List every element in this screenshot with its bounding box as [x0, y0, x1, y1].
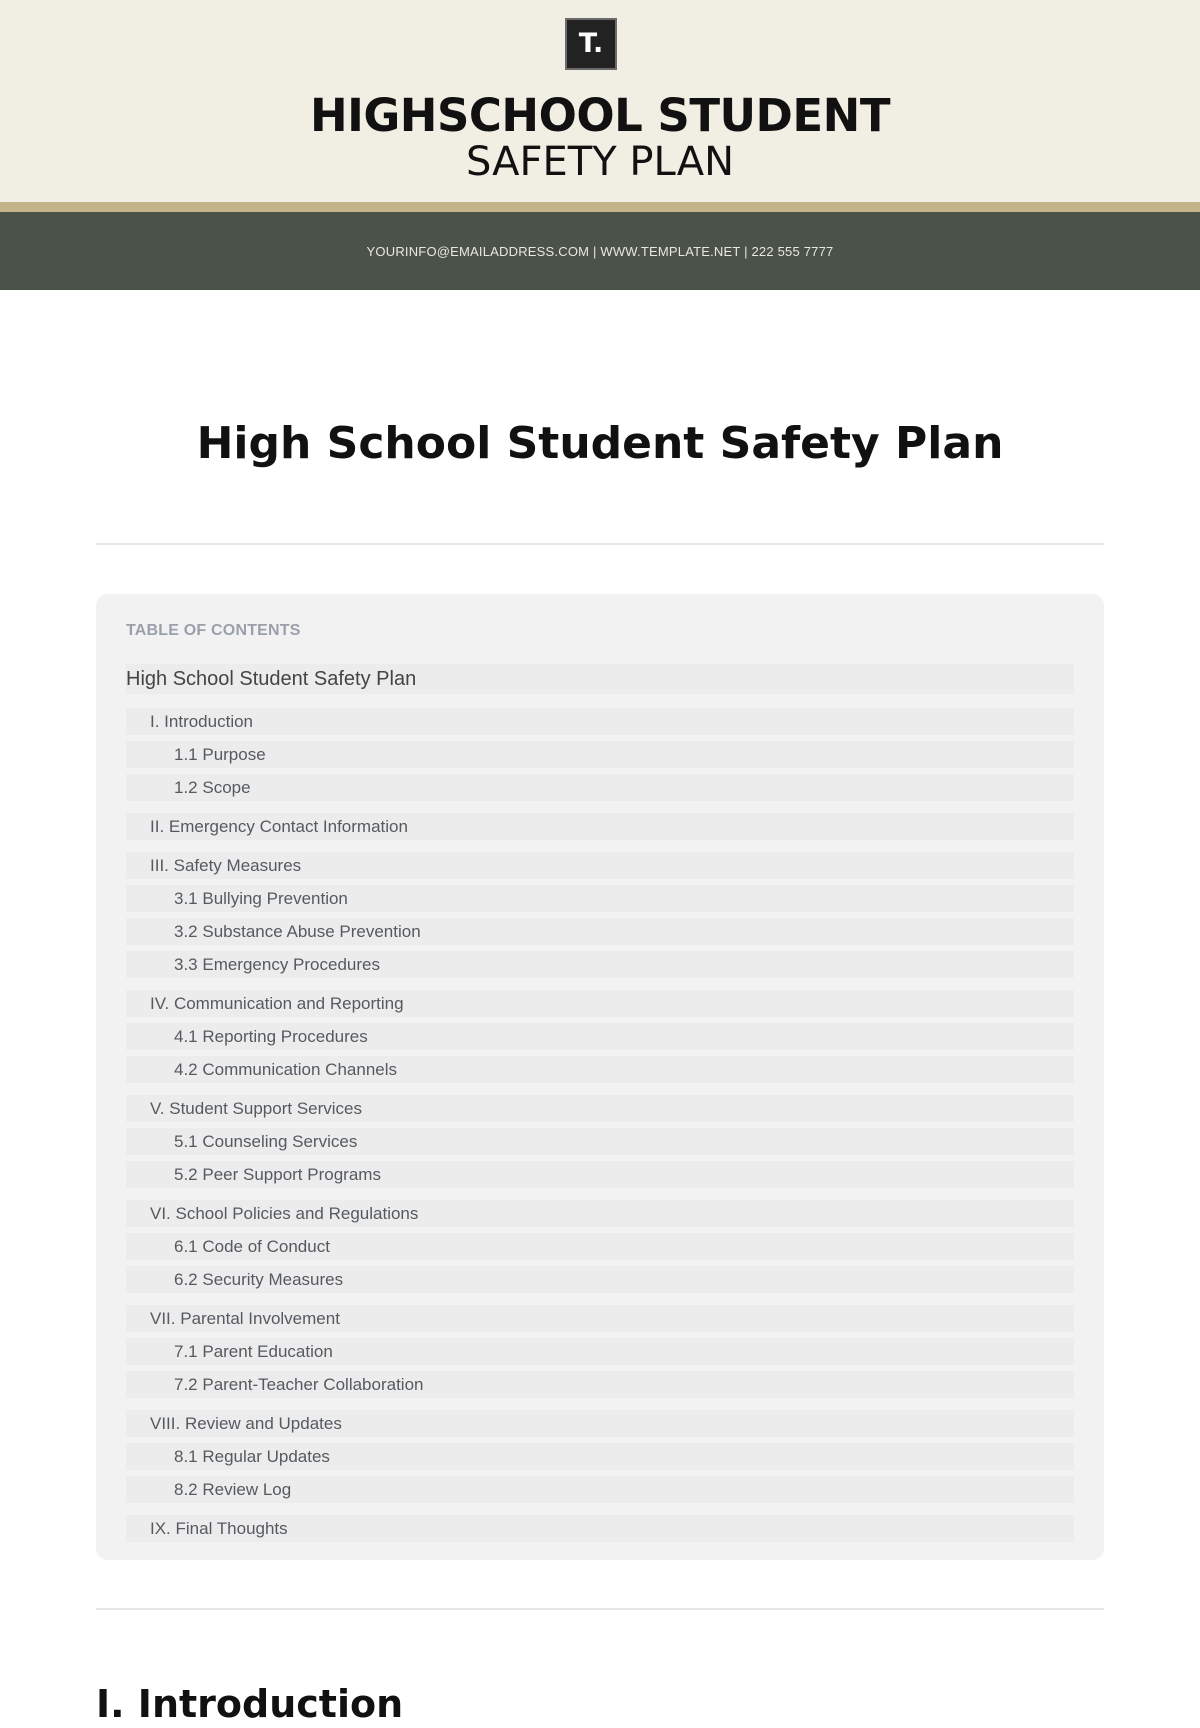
toc-heading: TABLE OF CONTENTS — [126, 622, 301, 639]
toc-section-link[interactable]: VII. Parental Involvement — [126, 1305, 1074, 1332]
toc-section-link[interactable]: VIII. Review and Updates — [126, 1410, 1074, 1437]
toc-subsection-link[interactable]: 5.1 Counseling Services — [126, 1128, 1074, 1155]
toc-subsection-link[interactable]: 7.2 Parent-Teacher Collaboration — [126, 1371, 1074, 1398]
toc-subsection-link[interactable]: 3.2 Substance Abuse Prevention — [126, 918, 1074, 945]
toc-subsection-link[interactable]: 7.1 Parent Education — [126, 1338, 1074, 1365]
toc-subsection-link[interactable]: 6.1 Code of Conduct — [126, 1233, 1074, 1260]
table-of-contents — [96, 594, 1104, 1560]
section-heading: I. Introduction — [96, 1682, 404, 1726]
contact-info: YOURINFO@EMAILADDRESS.COM | WWW.TEMPLATE.NET | 222 555 7777 — [366, 244, 834, 259]
toc-section-link[interactable]: IV. Communication and Reporting — [126, 990, 1074, 1017]
toc-subsection-link[interactable]: 8.2 Review Log — [126, 1476, 1074, 1503]
toc-subsection-link[interactable]: 4.1 Reporting Procedures — [126, 1023, 1074, 1050]
toc-subsection-link[interactable]: 6.2 Security Measures — [126, 1266, 1074, 1293]
accent-stripe — [0, 202, 1200, 212]
header-banner — [0, 0, 1200, 202]
divider-bottom — [96, 1608, 1104, 1610]
page-title: High School Student Safety Plan — [196, 418, 1004, 469]
toc-subsection-link[interactable]: 1.1 Purpose — [126, 741, 1074, 768]
brand-logo: T. — [565, 18, 617, 70]
toc-subsection-link[interactable]: 5.2 Peer Support Programs — [126, 1161, 1074, 1188]
toc-section-link[interactable]: I. Introduction — [126, 708, 1074, 735]
toc-section-link[interactable]: VI. School Policies and Regulations — [126, 1200, 1074, 1227]
toc-subsection-link[interactable]: 1.2 Scope — [126, 774, 1074, 801]
toc-section-link[interactable]: II. Emergency Contact Information — [126, 813, 1074, 840]
toc-subsection-link[interactable]: 4.2 Communication Channels — [126, 1056, 1074, 1083]
toc-section-link[interactable]: IX. Final Thoughts — [126, 1515, 1074, 1542]
toc-item-title[interactable]: High School Student Safety Plan — [126, 664, 1074, 694]
banner-title: HIGHSCHOOL STUDENT — [309, 89, 891, 142]
toc-subsection-link[interactable]: 8.1 Regular Updates — [126, 1443, 1074, 1470]
toc-section-link[interactable]: V. Student Support Services — [126, 1095, 1074, 1122]
divider-top — [96, 543, 1104, 545]
toc-subsection-link[interactable]: 3.3 Emergency Procedures — [126, 951, 1074, 978]
toc-section-link[interactable]: III. Safety Measures — [126, 852, 1074, 879]
banner-subtitle: SAFETY PLAN — [466, 139, 734, 185]
toc-subsection-link[interactable]: 3.1 Bullying Prevention — [126, 885, 1074, 912]
